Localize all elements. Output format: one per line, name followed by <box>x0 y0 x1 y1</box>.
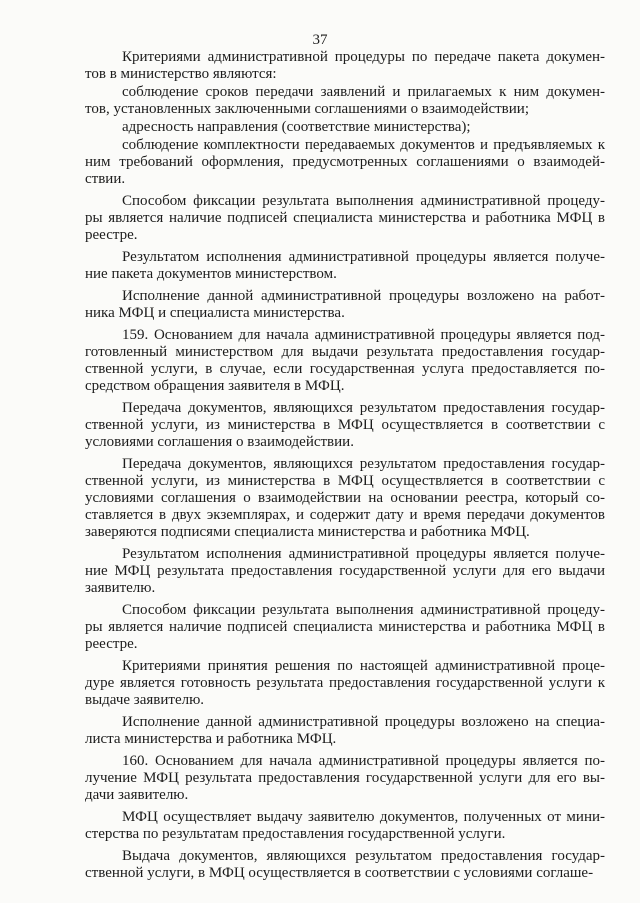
paragraph <box>85 249 605 283</box>
document-body <box>85 49 605 887</box>
paragraph <box>85 137 605 188</box>
paragraph <box>85 546 605 597</box>
text-line: тов в министерство являются: <box>85 66 277 82</box>
text-line: ственной услуги, в случае, если государственная услуга предоставляется по- <box>85 361 605 377</box>
text-line: ственной услуги, в МФЦ осуществляется в соответствии с условиями соглаше- <box>85 865 594 881</box>
paragraph <box>85 400 605 451</box>
text-line: условиями соглашения о взаимодействии. <box>85 434 354 450</box>
paragraph <box>85 327 605 395</box>
text-line: 159. Основанием для начала административной процедуры является под- <box>122 327 605 343</box>
text-line: ние МФЦ результата предоставления государственной услуги для его выдачи <box>85 563 605 579</box>
paragraph <box>85 658 605 709</box>
text-line: 160. Основанием для начала административной процедуры является по- <box>122 753 605 769</box>
text-line: заверяются подписями специалиста министерства и работника МФЦ. <box>85 524 530 540</box>
text-line: Критериями административной процедуры по передаче пакета докумен- <box>122 49 605 65</box>
page-number: 37 <box>312 32 328 48</box>
text-line: ственной услуги, из министерства в МФЦ осуществляется в соответствии с <box>85 417 605 433</box>
text-line: адресность направления (соответствие министерства); <box>122 119 471 135</box>
paragraph <box>85 456 605 541</box>
text-line: дачи заявителю. <box>85 787 189 803</box>
text-line: тов, установленных заключенными соглашениями о взаимодействии; <box>85 101 529 117</box>
text-line: лучение МФЦ результата предоставления государственной услуги для его вы- <box>85 770 605 786</box>
paragraph <box>85 49 605 83</box>
text-line: дуре является готовность результата предоставления государственной услуги к <box>85 675 605 691</box>
text-line: Результатом исполнения административной процедуры является получе- <box>122 546 605 562</box>
text-line: ника МФЦ и специалиста министерства. <box>85 305 345 321</box>
paragraph <box>85 809 605 843</box>
text-line: стерства по результатам предоставления государственной услуги. <box>85 826 506 842</box>
text-line: ним требований оформления, предусмотренных соглашениями о взаимодей- <box>85 154 605 170</box>
text-line: условиями соглашения о взаимодействии на основании реестра, который со- <box>85 490 605 506</box>
text-line: заявителю. <box>85 580 156 596</box>
text-line: ствии. <box>85 171 126 187</box>
text-line: ры является наличие подписей специалиста министерства и работника МФЦ в <box>85 210 605 226</box>
paragraph <box>85 84 605 118</box>
text-line: Способом фиксации результата выполнения административной процеду- <box>122 602 605 618</box>
paragraph <box>85 119 605 136</box>
text-line: ры является наличие подписей специалиста министерства и работника МФЦ в <box>85 619 605 635</box>
text-line: листа министерства и работника МФЦ. <box>85 731 337 747</box>
text-line: Критериями принятия решения по настоящей административной проце- <box>122 658 605 674</box>
text-line: соблюдение комплектности передаваемых документов и предъявляемых к <box>122 137 605 153</box>
text-line: Выдача документов, являющихся результатом предоставления государ- <box>122 848 605 864</box>
text-line: Исполнение данной административной процедуры возложено на специа- <box>122 714 605 730</box>
paragraph <box>85 602 605 653</box>
text-line: ние пакета документов министерством. <box>85 266 337 282</box>
paragraph <box>85 288 605 322</box>
paragraph <box>85 193 605 244</box>
text-line: выдаче заявителю. <box>85 692 205 708</box>
text-line: средством обращения заявителя в МФЦ. <box>85 378 345 394</box>
text-line: Передача документов, являющихся результатом предоставления государ- <box>122 456 605 472</box>
text-line: Результатом исполнения административной процедуры является получе- <box>122 249 605 265</box>
text-line: ставляется в двух экземплярах, и содержит дату и время передачи документов <box>85 507 605 523</box>
text-line: МФЦ осуществляет выдачу заявителю документов, полученных от мини- <box>122 809 605 825</box>
text-line: соблюдение сроков передачи заявлений и прилагаемых к ним докумен- <box>122 84 605 100</box>
text-line: Исполнение данной административной процедуры возложено на работ- <box>122 288 605 304</box>
text-line: реестре. <box>85 636 138 652</box>
text-line: Передача документов, являющихся результатом предоставления государ- <box>122 400 605 416</box>
paragraph <box>85 848 605 882</box>
text-line: реестре. <box>85 227 138 243</box>
text-line: ственной услуги, из министерства в МФЦ осуществляется в соответствии с <box>85 473 605 489</box>
text-line: Способом фиксации результата выполнения административной процеду- <box>122 193 605 209</box>
paragraph <box>85 753 605 804</box>
paragraph <box>85 714 605 748</box>
text-line: готовленный министерством для выдачи результата предоставления государ- <box>85 344 605 360</box>
